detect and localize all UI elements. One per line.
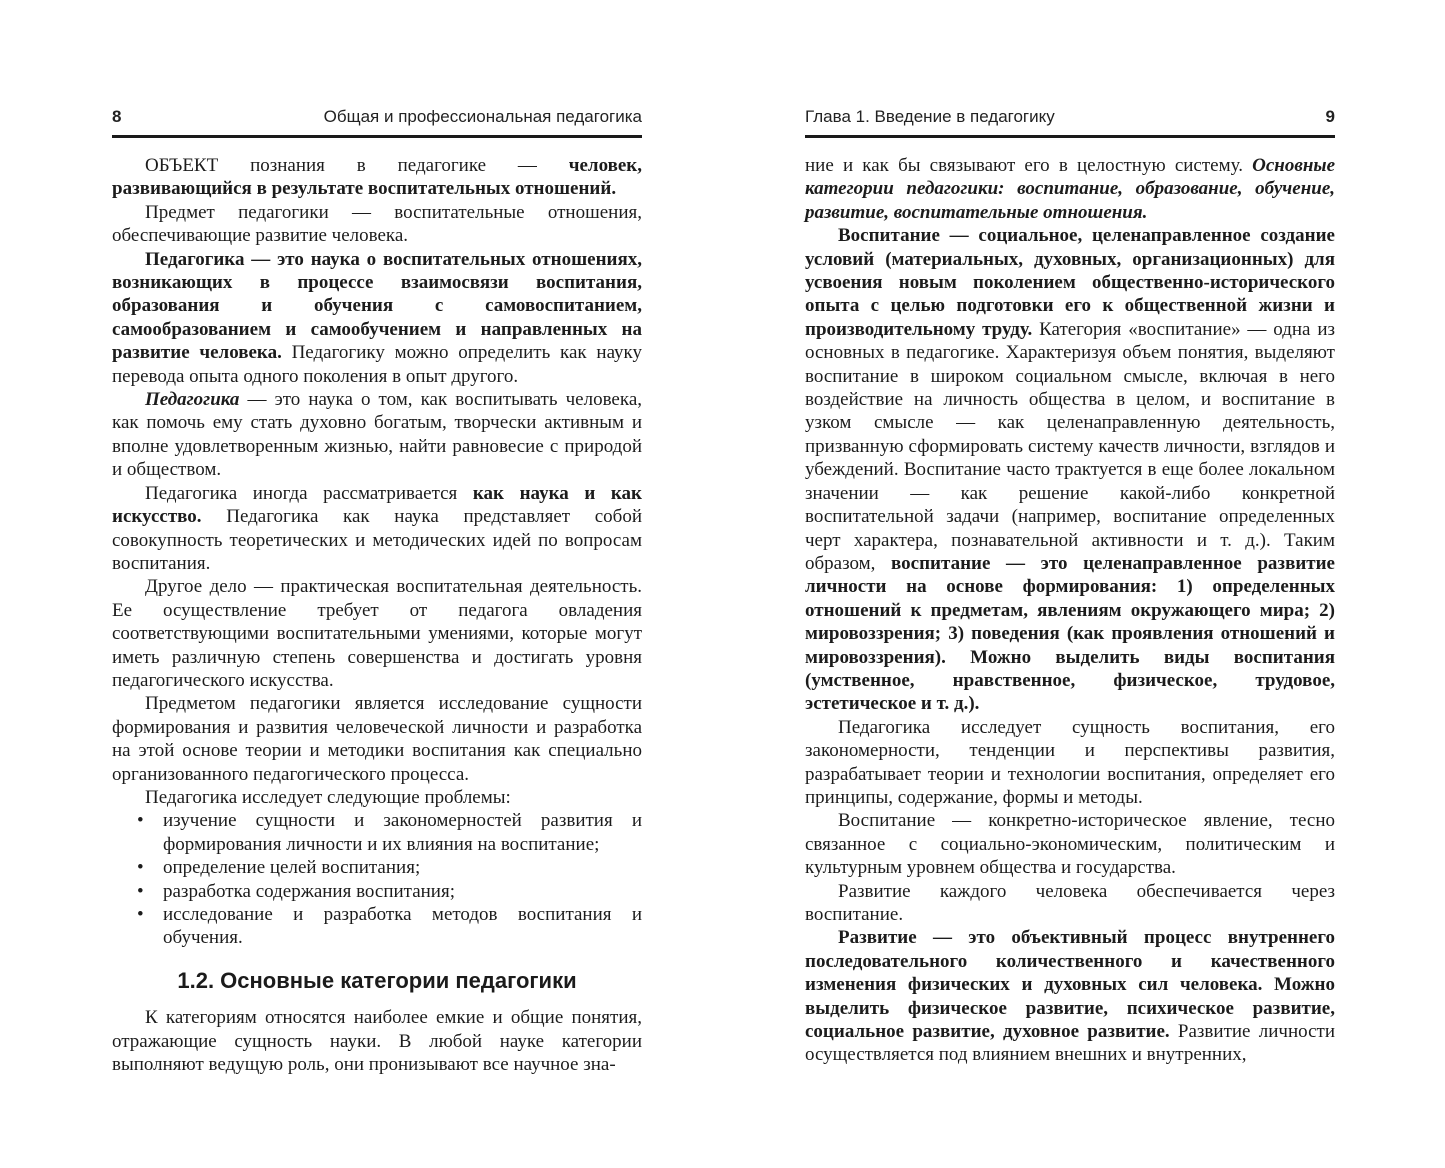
bullet-list	[112, 809, 642, 949]
paragraph	[112, 388, 642, 482]
paragraph	[805, 926, 1335, 1066]
running-title-left: Общая и профессиональная педагогика	[323, 107, 642, 126]
text-segment: как наука и как искусство.	[112, 482, 642, 528]
text-segment: Категория «воспитание» — одна из основных в педагогике. Характеризуя объем понятия, выделяют воспитание в широком социальном смысле, включая в него воздействие на личность общества в целом, и воспитание в узком смысле — как целенаправленную деятельность, призванную сформировать систему качеств личности, взглядов и убеждений. Воспитание часто трактуется в еще более локальном значении — как решение какой-либо конкретной воспитательной задачи (например, воспитание определенных черт характера, познавательной активности и т. д.). Таким образом,	[805, 318, 1335, 574]
text-segment: Другое дело — практическая воспитательная деятельность. Ее осуществление требует от педагога овладения соответствующими воспитательными умениями, которые могут иметь различную степень совершенства и достигать уровня педагогического искусства.	[112, 576, 642, 691]
page-header-right	[805, 107, 1335, 138]
text-segment: Педагогика как наука представляет собой совокупность теоретических и методических идей по вопросам воспитания.	[112, 506, 642, 574]
text-segment: Развитие — это объективный процесс внутреннего последовательного количественного и качественного изменения физических и духовных сил человека. Можно выделить физическое развитие, психическое развитие, социальное развитие, духовное развитие.	[805, 927, 1335, 1043]
text-segment: Воспитание — конкретно-историческое явление, тесно связанное с социально-экономическим, политическим и культурным уровнем общества и государства.	[805, 810, 1335, 879]
text-segment: Педагогика иногда рассматривается	[145, 482, 473, 504]
running-title-right: Глава 1. Введение в педагогику	[805, 107, 1055, 126]
paragraph	[805, 224, 1335, 716]
text-segment: Предметом педагогики является исследование сущности формирования и развития человеческой личности и разработка на этой основе теории и методики воспитания как специально организованного педагогического процесса.	[112, 693, 642, 785]
text-segment: ОБЪЕКТ познания в педагогике —	[145, 155, 569, 176]
page-header-left	[112, 107, 642, 138]
text-segment: воспитание — это целенаправленное развитие личности на основе формирования: 1) определенных отношений к предметам, явлениям окружающего мира; 2) мировоззрения; 3) поведения (как проявления отношений и мировоззрения). Можно выделить виды воспитания (умственное, нравственное, физическое, трудовое, эстетическое и т. д.).	[805, 552, 1335, 715]
page-body-right	[805, 154, 1335, 1067]
page-right	[805, 107, 1335, 1067]
text-segment: человек, развивающийся в результате воспитательных отношений.	[112, 155, 642, 200]
paragraph	[112, 1006, 642, 1076]
page-left	[112, 107, 642, 1076]
text-segment: — это наука о том, как воспитывать человека, как помочь ему стать духовно богатым, творчески активным и вполне удовлетворенным жизнью, найти равновесие с природой и обществом.	[112, 389, 642, 481]
text-segment: Педагогика исследует сущность воспитания, его закономерности, тенденции и перспективы развития, разрабатывает теории и технологии воспитания, определяет его принципы, содержание, формы и методы.	[805, 716, 1335, 808]
list-item: • определение целей воспитания;	[163, 856, 642, 879]
text-segment: Развитие личности осуществляется под влиянием внешних и внутренних,	[805, 1021, 1335, 1066]
list-item: • изучение сущности и закономерностей развития и формирования личности и их влияния на воспитание;	[163, 809, 642, 856]
page-number-left: 8	[112, 107, 122, 126]
paragraph	[112, 482, 642, 576]
text-segment: Педагогика исследует следующие проблемы:	[145, 786, 511, 808]
paragraph	[112, 786, 642, 809]
paragraph	[112, 201, 642, 248]
paragraph	[112, 154, 642, 201]
text-segment: К категориям относятся наиболее емкие и общие понятия, отражающие сущность науки. В любой науке категории выполняют ведущую роль, они пронизывают все научное зна-	[112, 1007, 642, 1076]
paragraph	[805, 809, 1335, 879]
text-segment: Воспитание — социальное, целенаправленное создание условий (материальных, духовных, организационных) для усвоения новым поколением общественно-исторического опыта с целью подготовки его к общественной жизни и производительному труду.	[805, 225, 1335, 340]
paragraph	[112, 575, 642, 692]
paragraph	[805, 880, 1335, 927]
text-segment: Основные категории педагогики: воспитание, образование, обучение, развитие, воспитательные отношения.	[805, 155, 1335, 223]
text-segment: Развитие каждого человека обеспечивается через воспитание.	[805, 880, 1335, 925]
paragraph	[112, 692, 642, 786]
paragraph	[112, 248, 642, 388]
page-number-right: 9	[1325, 107, 1335, 126]
page-body-left	[112, 154, 642, 1076]
text-segment: Педагогику можно определить как науку перевода опыта одного поколения в опыт другого.	[112, 342, 642, 387]
text-segment: ние и как бы связывают его в целостную систему.	[805, 155, 1253, 176]
paragraph	[805, 716, 1335, 810]
list-item: • разработка содержания воспитания;	[163, 880, 642, 903]
section-heading: 1.2. Основные категории педагогики	[177, 967, 577, 993]
text-segment: Предмет педагогики — воспитательные отношения, обеспечивающие развитие человека.	[112, 201, 642, 247]
paragraph	[805, 154, 1335, 224]
list-item: • исследование и разработка методов воспитания и обучения.	[163, 903, 642, 950]
text-segment: Педагогика	[145, 389, 240, 411]
text-segment: Педагогика — это наука о воспитательных отношениях, возникающих в процессе взаимосвязи воспитания, образования и обучения с самовоспитанием, самообразованием и самообучением и направленных на развитие человека.	[112, 248, 642, 364]
